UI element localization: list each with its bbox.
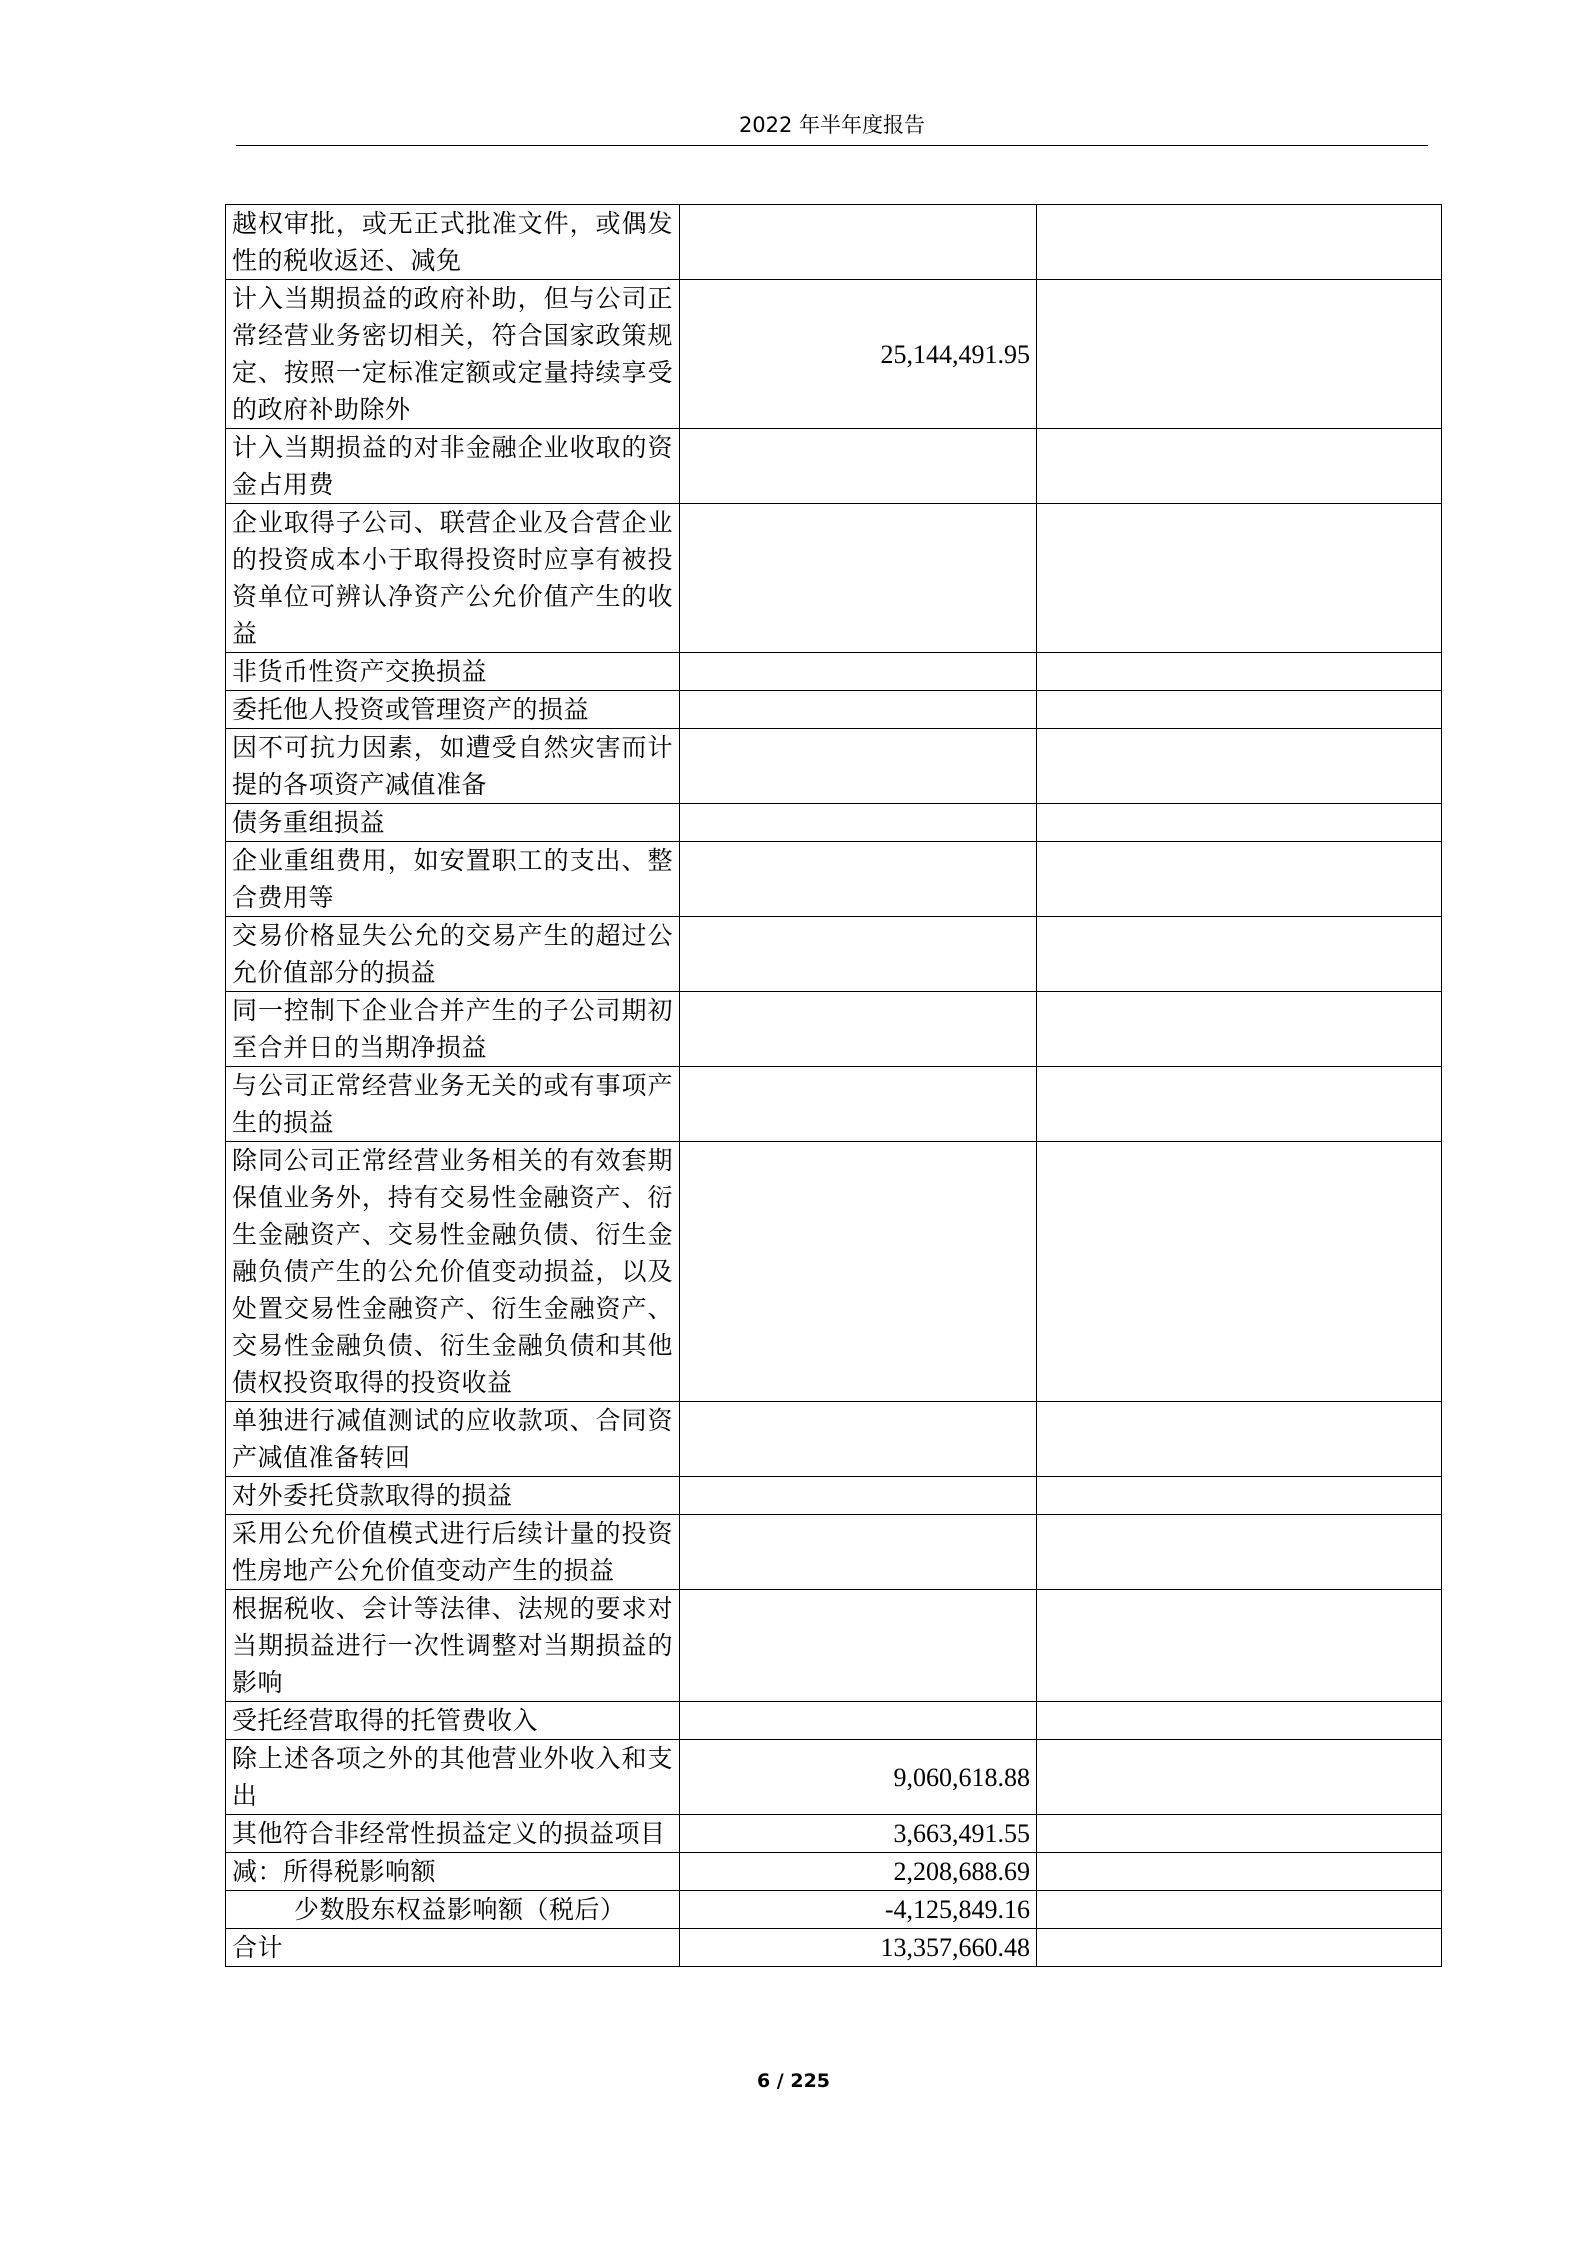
row-label: 其他符合非经常性损益定义的损益项目 <box>226 1815 680 1853</box>
row-note <box>1037 1067 1442 1142</box>
page-header: 2022 年半年度报告 <box>236 108 1428 146</box>
table-row <box>226 729 1442 804</box>
row-note <box>1037 429 1442 504</box>
row-label: 企业取得子公司、联营企业及合营企业的投资成本小于取得投资时应享有被投资单位可辨认净资产公允价值产生的收益 <box>226 504 680 653</box>
table-row <box>226 691 1442 729</box>
row-amount: 13,357,660.48 <box>680 1929 1037 1967</box>
row-label: 根据税收、会计等法律、法规的要求对当期损益进行一次性调整对当期损益的影响 <box>226 1590 680 1702</box>
row-note <box>1037 1929 1442 1967</box>
row-label: 受托经营取得的托管费收入 <box>226 1702 680 1740</box>
row-note <box>1037 1891 1442 1929</box>
row-label: 对外委托贷款取得的损益 <box>226 1477 680 1515</box>
row-note <box>1037 504 1442 653</box>
table-row <box>226 992 1442 1067</box>
row-amount <box>680 729 1037 804</box>
table-row <box>226 1402 1442 1477</box>
row-amount: -4,125,849.16 <box>680 1891 1037 1929</box>
row-label: 少数股东权益影响额（税后） <box>226 1891 680 1929</box>
row-label: 计入当期损益的政府补助，但与公司正常经营业务密切相关，符合国家政策规定、按照一定标准定额或定量持续享受的政府补助除外 <box>226 280 680 429</box>
table-row <box>226 429 1442 504</box>
row-note <box>1037 691 1442 729</box>
row-label: 采用公允价值模式进行后续计量的投资性房地产公允价值变动产生的损益 <box>226 1515 680 1590</box>
row-amount <box>680 917 1037 992</box>
row-note <box>1037 1477 1442 1515</box>
row-amount <box>680 1702 1037 1740</box>
row-note <box>1037 205 1442 280</box>
row-note <box>1037 804 1442 842</box>
row-label: 企业重组费用，如安置职工的支出、整合费用等 <box>226 842 680 917</box>
row-amount <box>680 1515 1037 1590</box>
row-amount <box>680 1142 1037 1402</box>
row-label: 非货币性资产交换损益 <box>226 653 680 691</box>
table-row <box>226 504 1442 653</box>
row-amount: 25,144,491.95 <box>680 280 1037 429</box>
table-row <box>226 842 1442 917</box>
row-amount <box>680 1477 1037 1515</box>
row-note <box>1037 729 1442 804</box>
row-amount <box>680 804 1037 842</box>
row-note <box>1037 1853 1442 1891</box>
table-row <box>226 1929 1442 1967</box>
row-amount: 2,208,688.69 <box>680 1853 1037 1891</box>
row-amount <box>680 1590 1037 1702</box>
row-label: 越权审批，或无正式批准文件，或偶发性的税收返还、减免 <box>226 205 680 280</box>
table-row <box>226 1590 1442 1702</box>
row-note <box>1037 280 1442 429</box>
table-row <box>226 1740 1442 1815</box>
row-note <box>1037 1402 1442 1477</box>
row-amount <box>680 1067 1037 1142</box>
row-amount <box>680 842 1037 917</box>
page-number: 6 / 225 <box>756 2070 831 2092</box>
row-amount <box>680 992 1037 1067</box>
row-note <box>1037 1815 1442 1853</box>
table-row <box>226 804 1442 842</box>
table-row <box>226 1815 1442 1853</box>
row-note <box>1037 1740 1442 1815</box>
row-label: 减：所得税影响额 <box>226 1853 680 1891</box>
non-recurring-gains-table <box>225 204 1442 1967</box>
row-note <box>1037 1515 1442 1590</box>
table-row <box>226 205 1442 280</box>
row-label: 合计 <box>226 1929 680 1967</box>
table-row <box>226 1515 1442 1590</box>
table-row <box>226 1702 1442 1740</box>
row-label: 因不可抗力因素，如遭受自然灾害而计提的各项资产减值准备 <box>226 729 680 804</box>
table-row <box>226 1067 1442 1142</box>
row-note <box>1037 917 1442 992</box>
row-amount: 9,060,618.88 <box>680 1740 1037 1815</box>
row-note <box>1037 1590 1442 1702</box>
row-label: 交易价格显失公允的交易产生的超过公允价值部分的损益 <box>226 917 680 992</box>
row-amount: 3,663,491.55 <box>680 1815 1037 1853</box>
table-row <box>226 917 1442 992</box>
row-label: 除上述各项之外的其他营业外收入和支出 <box>226 1740 680 1815</box>
row-note <box>1037 842 1442 917</box>
table-row <box>226 1142 1442 1402</box>
row-label: 同一控制下企业合并产生的子公司期初至合并日的当期净损益 <box>226 992 680 1067</box>
table-row <box>226 280 1442 429</box>
row-amount <box>680 653 1037 691</box>
row-label: 委托他人投资或管理资产的损益 <box>226 691 680 729</box>
row-note <box>1037 1702 1442 1740</box>
row-note <box>1037 1142 1442 1402</box>
row-note <box>1037 992 1442 1067</box>
table-row <box>226 1853 1442 1891</box>
table-row <box>226 1891 1442 1929</box>
row-note <box>1037 653 1442 691</box>
row-label: 除同公司正常经营业务相关的有效套期保值业务外，持有交易性金融资产、衍生金融资产、交易性金融负债、衍生金融负债产生的公允价值变动损益，以及处置交易性金融资产、衍生金融资产、交易性金融负债、衍生金融负债和其他债权投资取得的投资收益 <box>226 1142 680 1402</box>
row-amount <box>680 205 1037 280</box>
table-body <box>226 205 1442 1967</box>
row-label: 与公司正常经营业务无关的或有事项产生的损益 <box>226 1067 680 1142</box>
table-row <box>226 653 1442 691</box>
row-label: 计入当期损益的对非金融企业收取的资金占用费 <box>226 429 680 504</box>
table-row <box>226 1477 1442 1515</box>
row-label: 债务重组损益 <box>226 804 680 842</box>
row-amount <box>680 504 1037 653</box>
row-label: 单独进行减值测试的应收款项、合同资产减值准备转回 <box>226 1402 680 1477</box>
row-amount <box>680 429 1037 504</box>
row-amount <box>680 691 1037 729</box>
row-amount <box>680 1402 1037 1477</box>
